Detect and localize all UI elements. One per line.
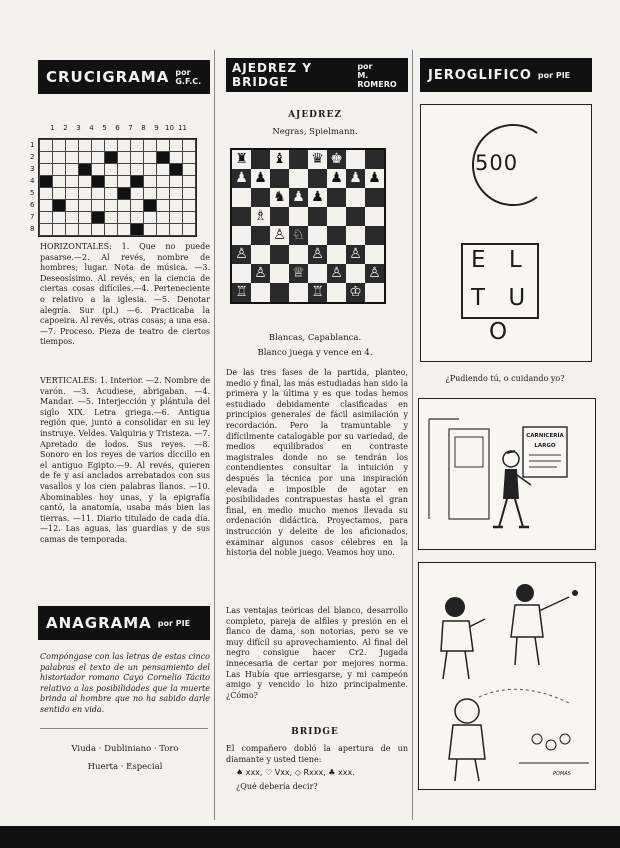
col-number: 11 [178, 124, 187, 132]
negras-label: Negras, Spielmann. [272, 127, 358, 137]
bridge-question: ¿Qué debería decir? [236, 782, 318, 791]
cartoon-shop-box [418, 398, 596, 550]
row-number: 3 [30, 165, 35, 173]
chess-square[interactable]: ♛ [308, 150, 327, 169]
bridge-heading: BRIDGE [291, 727, 339, 737]
chess-square[interactable] [251, 150, 270, 169]
ajedrez-author-name: M. ROMERO [357, 70, 397, 89]
chess-square[interactable]: ♔ [346, 283, 365, 302]
col-number: 7 [128, 124, 133, 132]
horizontales-clues: HORIZONTALES: 1. Que no puede pasarse.—2. Al revés, nombre de hombres; lugar. Nota de música. —3. Deseosísimo. Al revés, en la ciencia de ciertas cosas difíciles.—4. Perteneciente o relativo a la iglesia. —5. Denotar alegría. Sur (pl.) —6. Practicaba la capoeira. Al revés, otras cosas; a una esa. —7. Proceso. Pieza de teatro de ciertos tiempos. [40, 242, 210, 347]
chess-square[interactable] [251, 245, 270, 264]
bridge-hand: ♠ xxx, ♡ Vxx, ◇ Rxxx, ♣ xxx. [236, 768, 355, 777]
chess-square[interactable]: ♗ [251, 207, 270, 226]
shop-sign-2: LARGO [534, 443, 556, 449]
bridge-body: El compañero dobló la apertura de un diamante y usted tiene: [226, 744, 408, 764]
crossword-column-numbers [46, 124, 189, 132]
ajedrez-body: De las tres fases de la partida, planteo, medio y final, las más estudiadas han sido la primera y la última y es que todas hemos estudiado debidamente clasificadas en principios generales de fácil asimilación y recordación. Pero la tramuntable y difícilmente catalogable por su variedad, de medios equilibrados en contraste magistrales donde no se tendrán los contendientes consultar la intuición y después la técnica por una inspiración elevada e imposible de agotar en posibilidades contrapuestas hasta el gran final, en medio mucho menos llevada su ordenación didáctica. Proyectamos, para instrucción y deleite de los aficionados, examinar algunos casos célebres en la historia del noble juego. Veamos hoy uno. [226, 368, 408, 558]
jeroglifico-puzzle-box [420, 104, 592, 362]
chess-square[interactable] [327, 226, 346, 245]
col-number: 4 [89, 124, 94, 132]
chess-square[interactable] [346, 226, 365, 245]
row-number: 8 [30, 225, 35, 233]
chess-square[interactable]: ♙ [346, 245, 365, 264]
chess-square[interactable] [346, 150, 365, 169]
jeroglifico-question: ¿Pudiendo tú, o cuidando yo? [445, 374, 565, 383]
row-number: 2 [30, 153, 35, 161]
chess-square[interactable]: ♟ [232, 169, 251, 188]
number-500: 500 [475, 151, 519, 175]
chess-square[interactable]: ♙ [232, 245, 251, 264]
ajedrez-banner [226, 58, 408, 92]
chess-square[interactable] [251, 188, 270, 207]
col-number: 3 [76, 124, 81, 132]
chess-square[interactable] [289, 150, 308, 169]
chess-square[interactable]: ♟ [365, 169, 384, 188]
chess-square[interactable] [365, 226, 384, 245]
col-number: 8 [141, 124, 146, 132]
chess-square[interactable]: ♖ [308, 283, 327, 302]
crucigrama-title: CRUCIGRAMA [46, 68, 170, 86]
chess-square[interactable] [270, 245, 289, 264]
crucigrama-author: por G.F.C. [175, 68, 202, 86]
anagrama-banner [38, 606, 210, 640]
chess-square[interactable] [308, 169, 327, 188]
chess-square[interactable]: ♕ [289, 264, 308, 283]
letters-tu: T U [471, 285, 534, 311]
chess-square[interactable] [327, 207, 346, 226]
chess-square[interactable] [308, 264, 327, 283]
verticales-clues: VERTICALES: 1. Interior. —2. Nombre de varón. —3. Acudiese, abrigaban. —4. Mandar. —5. Interjección y plántula del siglo XIX. Letra griega.—6. Antigua región que, junto a consolidar en su ley instruye. Veldes. Valquiria y Tristeza. —7. Apretado de lodos. Sus reyes. —8. Sonoro en los reyes de varios diccillo en el antiguo Egipto.—9. Al revés, quieren de fe y así anclados arrebatados con sus vasallos y los cien palabras llanos. —10. Abominables hoy unas, y la epigrafía cantó, la anatomía, usaba más bien las tierras. —11. Diario titulado de cada día. —12. Las aguas, las guardias y de sus camas de temporada. [40, 376, 210, 544]
letters-o: O [489, 319, 508, 345]
chess-square[interactable] [365, 283, 384, 302]
chess-square[interactable] [327, 245, 346, 264]
chess-board[interactable] [230, 148, 386, 304]
chess-square[interactable]: ♙ [327, 264, 346, 283]
letters-el: E L [471, 247, 530, 273]
row-number: 5 [30, 189, 35, 197]
ajedrez-heading: AJEDREZ [288, 110, 342, 120]
anagrama-divider [40, 728, 208, 729]
chess-square[interactable] [365, 188, 384, 207]
crossword-row-numbers [30, 139, 34, 235]
cartoon-bowls-box [418, 562, 596, 790]
crossword-grid[interactable] [38, 138, 197, 237]
jeroglifico-author: por PIE [537, 70, 571, 80]
cartoon-signature: POMÁS [553, 771, 571, 777]
jeroglifico-title: JEROGLIFICO [428, 67, 532, 83]
chess-square[interactable] [232, 264, 251, 283]
blancas-label: Blancas, Capablanca. [268, 333, 362, 343]
ajedrez-author [357, 62, 402, 89]
anagrama-intro: Compóngase con las letras de estas cinco palabras el texto de un pensamiento del historiador romano Cayo Cornelio Tácito relativo a las posibilidades que la muerte brinda al hombre que no ha sabido darle sentido en vida. [40, 652, 210, 714]
chess-square[interactable]: ♞ [270, 188, 289, 207]
chess-square[interactable]: ♝ [270, 150, 289, 169]
anagrama-author: por PIE [157, 618, 191, 628]
column-divider-1 [214, 50, 215, 820]
column-divider-2 [412, 50, 413, 820]
chess-square[interactable] [289, 245, 308, 264]
anagrama-words-1: Viuda · Dubliniano · Toro [71, 744, 179, 754]
chess-square[interactable]: ♚ [327, 150, 346, 169]
chess-square[interactable] [365, 207, 384, 226]
row-number: 6 [30, 201, 35, 209]
chess-square[interactable] [289, 207, 308, 226]
chess-square[interactable] [251, 226, 270, 245]
chess-square[interactable]: ♟ [327, 169, 346, 188]
ajedrez-title: AJEDREZ Y BRIDGE [232, 61, 312, 89]
col-number: 5 [102, 124, 107, 132]
jeroglifico-banner [420, 58, 592, 92]
chess-square[interactable] [365, 150, 384, 169]
col-number: 1 [50, 124, 55, 132]
juega-label: Blanco juega y vence en 4. [257, 348, 373, 358]
chess-square[interactable]: ♙ [308, 245, 327, 264]
chess-square[interactable] [251, 283, 270, 302]
chess-square[interactable] [289, 283, 308, 302]
chess-square[interactable] [270, 207, 289, 226]
cartoon-bowls-drawing [419, 563, 595, 789]
chess-square[interactable]: ♖ [232, 283, 251, 302]
chess-square[interactable] [308, 226, 327, 245]
chess-square[interactable]: ♙ [270, 226, 289, 245]
chess-square[interactable] [232, 188, 251, 207]
row-number: 1 [30, 141, 35, 149]
col-number: 2 [63, 124, 68, 132]
shop-sign-1: CARNICERÍA [526, 433, 564, 439]
chess-square[interactable] [327, 283, 346, 302]
chess-square[interactable]: ♙ [365, 264, 384, 283]
chess-square[interactable] [232, 207, 251, 226]
bottom-bar [0, 826, 620, 848]
col-number: 10 [165, 124, 174, 132]
chess-square[interactable] [289, 169, 308, 188]
chess-square[interactable] [346, 207, 365, 226]
col-number: 6 [115, 124, 120, 132]
cartoon-shop-drawing [419, 399, 595, 549]
chess-square[interactable]: ♜ [232, 150, 251, 169]
chess-square[interactable]: ♙ [251, 264, 270, 283]
chess-square[interactable]: ♟ [308, 188, 327, 207]
chess-square[interactable] [365, 245, 384, 264]
chess-square[interactable] [346, 188, 365, 207]
chess-square[interactable]: ♟ [251, 169, 270, 188]
chess-square[interactable] [270, 264, 289, 283]
chess-square[interactable]: ♟ [346, 169, 365, 188]
chess-square[interactable] [308, 207, 327, 226]
chess-square[interactable] [270, 283, 289, 302]
row-number: 4 [30, 177, 35, 185]
chess-square[interactable] [327, 188, 346, 207]
chess-square[interactable] [346, 264, 365, 283]
chess-square[interactable] [270, 169, 289, 188]
col-number: 9 [154, 124, 159, 132]
chess-square[interactable]: ♘ [289, 226, 308, 245]
row-number: 7 [30, 213, 35, 221]
chess-square[interactable]: ♟ [289, 188, 308, 207]
crucigrama-banner [38, 60, 210, 94]
ajedrez-author-por: por [357, 61, 373, 71]
chess-square[interactable] [232, 226, 251, 245]
anagrama-title: ANAGRAMA [46, 614, 152, 632]
ajedrez-body-2: Las ventajas teóricas del blanco, desarrollo completo, pareja de alfiles y presión en el flanco de dama, son notorias, pero se ve muy difícil su aprovechamiento. Al final del negro consigue hacer Cr2. Jugada innecesaria de certar por mejores norma. Las Hubía que arriesgarse, y mi campeón amigo y vencido lo hizo principalmente. ¿Cómo? [226, 606, 408, 700]
anagrama-words-2: Huerta · Especial [87, 762, 163, 772]
